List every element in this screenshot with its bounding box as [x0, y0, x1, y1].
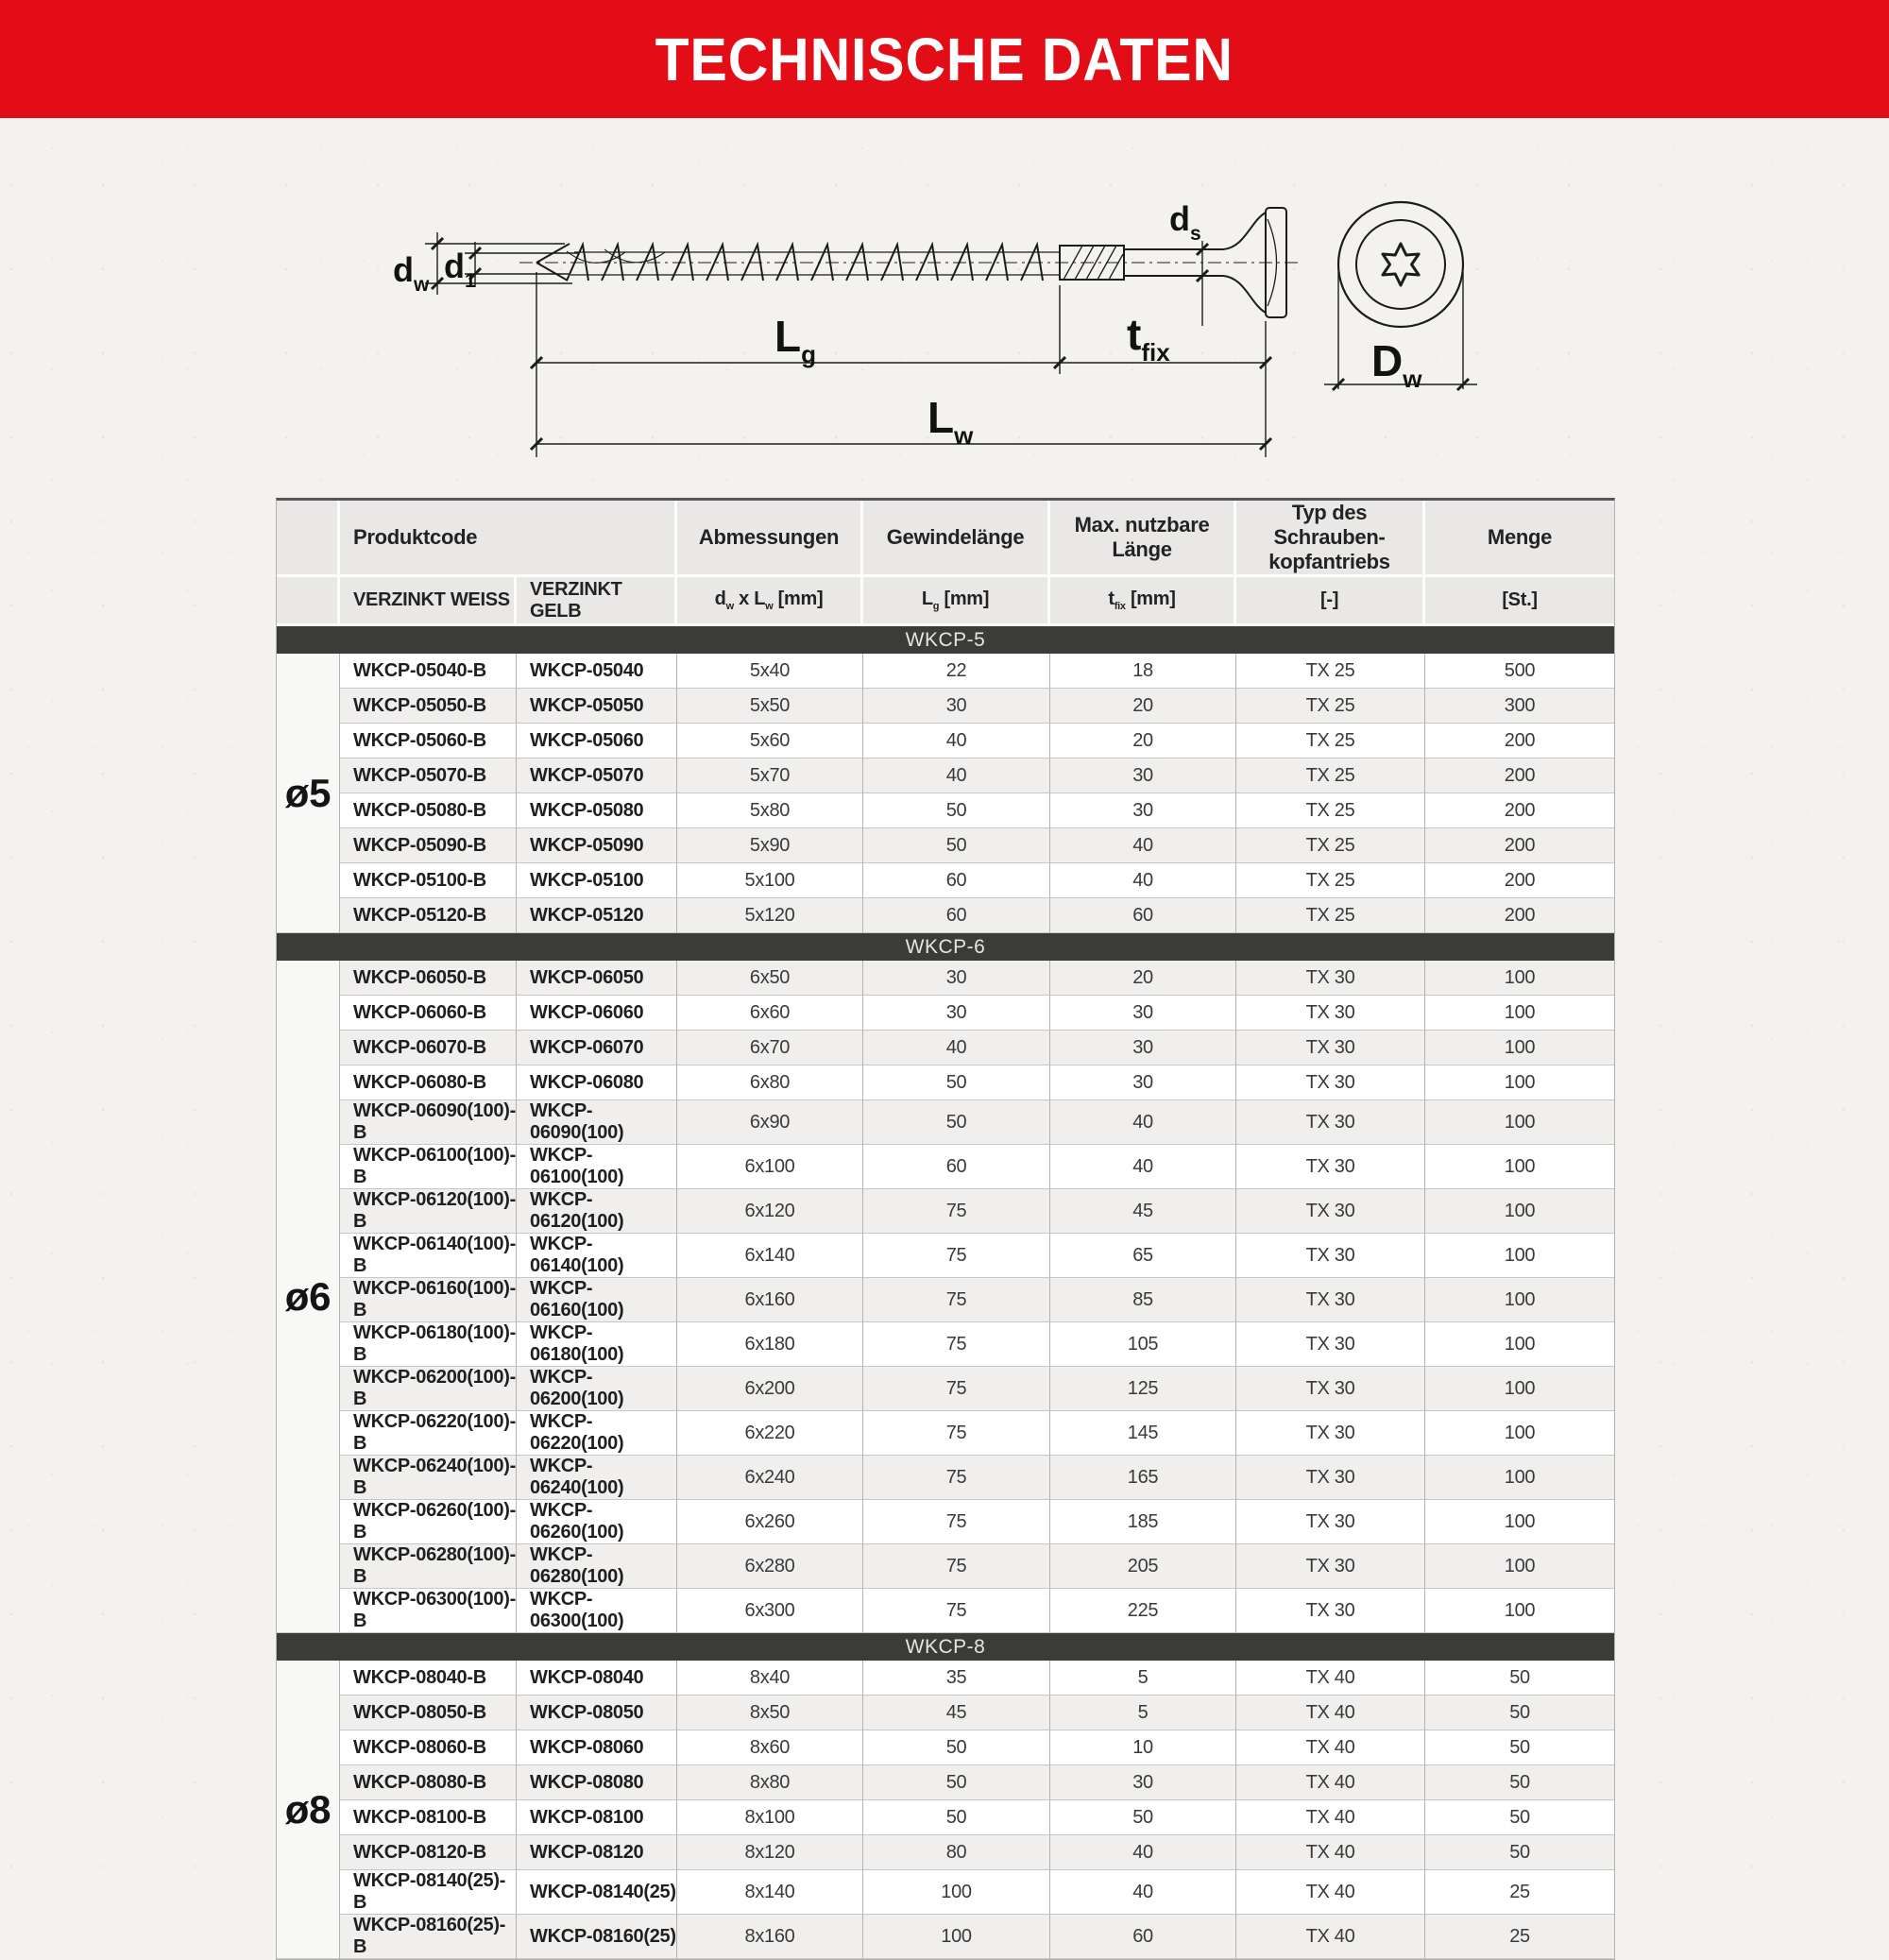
- column-subheader-5: $t_{fix}$ [mm]: [1050, 577, 1236, 626]
- cell-drive-type: TX 30: [1236, 1589, 1425, 1633]
- cell-code-yellow: WKCP-06300(100): [517, 1589, 677, 1633]
- cell-usable-length: 225: [1050, 1589, 1236, 1633]
- table-row: [277, 1696, 1614, 1730]
- table-row: [277, 1065, 1614, 1100]
- cell-quantity: 100: [1425, 1456, 1614, 1500]
- cell-thread-length: 45: [863, 1696, 1050, 1730]
- cell-code-white: WKCP-06060-B: [340, 996, 517, 1031]
- cell-dimensions: 5x100: [677, 863, 863, 898]
- cell-thread-length: 50: [863, 793, 1050, 828]
- cell-code-yellow: WKCP-05050: [517, 689, 677, 724]
- cell-thread-length: 40: [863, 758, 1050, 793]
- cell-dimensions: 6x70: [677, 1031, 863, 1065]
- cell-drive-type: TX 30: [1236, 1031, 1425, 1065]
- cell-code-white: WKCP-06140(100)-B: [340, 1234, 517, 1278]
- table-row: [277, 1800, 1614, 1835]
- column-header-2: Abmessungen: [677, 501, 863, 577]
- cell-code-yellow: WKCP-05120: [517, 898, 677, 933]
- cell-usable-length: 10: [1050, 1730, 1236, 1765]
- cell-quantity: 100: [1425, 1500, 1614, 1544]
- cell-usable-length: 20: [1050, 961, 1236, 996]
- cell-code-white: WKCP-05070-B: [340, 758, 517, 793]
- cell-code-white: WKCP-05090-B: [340, 828, 517, 863]
- cell-quantity: 50: [1425, 1765, 1614, 1800]
- cell-quantity: 100: [1425, 1411, 1614, 1456]
- cell-thread-length: 75: [863, 1589, 1050, 1633]
- cell-code-white: WKCP-08140(25)-B: [340, 1870, 517, 1915]
- cell-dimensions: 5x120: [677, 898, 863, 933]
- cell-dimensions: 5x50: [677, 689, 863, 724]
- cell-code-yellow: WKCP-05100: [517, 863, 677, 898]
- cell-drive-type: TX 30: [1236, 1367, 1425, 1411]
- cell-thread-length: 75: [863, 1456, 1050, 1500]
- cell-code-white: WKCP-06100(100)-B: [340, 1145, 517, 1189]
- cell-dimensions: 8x160: [677, 1915, 863, 1959]
- cell-usable-length: 30: [1050, 1765, 1236, 1800]
- section-bar-WKCP-5: [277, 626, 1614, 654]
- cell-usable-length: 165: [1050, 1456, 1236, 1500]
- table-row: [277, 1589, 1614, 1633]
- cell-quantity: 100: [1425, 1589, 1614, 1633]
- cell-code-yellow: WKCP-06240(100): [517, 1456, 677, 1500]
- cell-drive-type: TX 40: [1236, 1800, 1425, 1835]
- cell-code-white: WKCP-06280(100)-B: [340, 1544, 517, 1589]
- table-row: [277, 1835, 1614, 1870]
- column-subheader-6: [-]: [1236, 577, 1425, 626]
- cell-code-yellow: WKCP-08100: [517, 1800, 677, 1835]
- cell-code-white: WKCP-06200(100)-B: [340, 1367, 517, 1411]
- cell-code-white: WKCP-05050-B: [340, 689, 517, 724]
- cell-quantity: 300: [1425, 689, 1614, 724]
- cell-code-yellow: WKCP-06220(100): [517, 1411, 677, 1456]
- cell-usable-length: 65: [1050, 1234, 1236, 1278]
- section-bar-label: WKCP-8: [277, 1633, 1614, 1661]
- cell-thread-length: 50: [863, 1100, 1050, 1145]
- cell-quantity: 25: [1425, 1870, 1614, 1915]
- cell-quantity: 50: [1425, 1730, 1614, 1765]
- cell-code-white: WKCP-05100-B: [340, 863, 517, 898]
- cell-code-yellow: WKCP-05040: [517, 654, 677, 689]
- cell-usable-length: 40: [1050, 1870, 1236, 1915]
- cell-code-yellow: WKCP-06080: [517, 1065, 677, 1100]
- cell-code-yellow: WKCP-06060: [517, 996, 677, 1031]
- column-header-3: Gewindelänge: [863, 501, 1050, 577]
- cell-code-yellow: WKCP-06200(100): [517, 1367, 677, 1411]
- column-subheader-3: $d_w$ x $L_w$ [mm]: [677, 577, 863, 626]
- dimension-label-tfix: $t_{fix}$: [1127, 310, 1170, 366]
- cell-thread-length: 100: [863, 1870, 1050, 1915]
- column-header-6: Menge: [1425, 501, 1614, 577]
- cell-drive-type: TX 25: [1236, 898, 1425, 933]
- cell-usable-length: 20: [1050, 689, 1236, 724]
- table-row: [277, 654, 1614, 689]
- cell-thread-length: 50: [863, 828, 1050, 863]
- cell-dimensions: 6x300: [677, 1589, 863, 1633]
- cell-dimensions: 6x100: [677, 1145, 863, 1189]
- cell-code-yellow: WKCP-06120(100): [517, 1189, 677, 1234]
- cell-usable-length: 60: [1050, 1915, 1236, 1959]
- cell-code-white: WKCP-05060-B: [340, 724, 517, 758]
- cell-usable-length: 50: [1050, 1800, 1236, 1835]
- cell-usable-length: 60: [1050, 898, 1236, 933]
- cell-dimensions: 6x200: [677, 1367, 863, 1411]
- page-title: TECHNISCHE DATEN: [655, 25, 1234, 94]
- cell-quantity: 100: [1425, 1544, 1614, 1589]
- cell-code-white: WKCP-06220(100)-B: [340, 1411, 517, 1456]
- cell-drive-type: TX 30: [1236, 1544, 1425, 1589]
- cell-code-white: WKCP-06070-B: [340, 1031, 517, 1065]
- cell-dimensions: 8x80: [677, 1765, 863, 1800]
- cell-thread-length: 35: [863, 1661, 1050, 1696]
- table-row: [277, 758, 1614, 793]
- cell-code-yellow: WKCP-05080: [517, 793, 677, 828]
- cell-code-yellow: WKCP-06180(100): [517, 1322, 677, 1367]
- cell-code-yellow: WKCP-08160(25): [517, 1915, 677, 1959]
- cell-dimensions: 5x40: [677, 654, 863, 689]
- cell-usable-length: 30: [1050, 758, 1236, 793]
- cell-thread-length: 100: [863, 1915, 1050, 1959]
- table-row: [277, 689, 1614, 724]
- screw-technical-drawing: [283, 132, 1511, 501]
- cell-thread-length: 30: [863, 961, 1050, 996]
- table-row: [277, 1500, 1614, 1544]
- diameter-label-ø8: ø8: [277, 1661, 340, 1959]
- table-row: [277, 1100, 1614, 1145]
- table-row: [277, 1661, 1614, 1696]
- cell-drive-type: TX 30: [1236, 1500, 1425, 1544]
- cell-code-white: WKCP-06090(100)-B: [340, 1100, 517, 1145]
- dimension-label-lw: $L_w$: [927, 393, 974, 450]
- table-row: [277, 1322, 1614, 1367]
- column-subheader-2: VERZINKT GELB: [517, 577, 677, 626]
- cell-usable-length: 45: [1050, 1189, 1236, 1234]
- cell-quantity: 100: [1425, 961, 1614, 996]
- cell-code-white: WKCP-06120(100)-B: [340, 1189, 517, 1234]
- cell-dimensions: 5x80: [677, 793, 863, 828]
- cell-quantity: 200: [1425, 898, 1614, 933]
- cell-quantity: 25: [1425, 1915, 1614, 1959]
- cell-quantity: 100: [1425, 1367, 1614, 1411]
- cell-usable-length: 40: [1050, 863, 1236, 898]
- table-row: [277, 1456, 1614, 1500]
- column-header-1: Produktcode: [340, 501, 677, 577]
- cell-code-yellow: WKCP-08050: [517, 1696, 677, 1730]
- cell-thread-length: 75: [863, 1278, 1050, 1322]
- cell-quantity: 100: [1425, 996, 1614, 1031]
- cell-usable-length: 5: [1050, 1661, 1236, 1696]
- cell-code-yellow: WKCP-06050: [517, 961, 677, 996]
- cell-dimensions: 8x60: [677, 1730, 863, 1765]
- cell-dimensions: 6x160: [677, 1278, 863, 1322]
- cell-quantity: 100: [1425, 1234, 1614, 1278]
- table-row: [277, 793, 1614, 828]
- cell-drive-type: TX 25: [1236, 758, 1425, 793]
- cell-usable-length: 40: [1050, 1100, 1236, 1145]
- cell-drive-type: TX 30: [1236, 1145, 1425, 1189]
- cell-drive-type: TX 30: [1236, 1234, 1425, 1278]
- table-row: [277, 961, 1614, 996]
- table-row: [277, 1730, 1614, 1765]
- cell-code-white: WKCP-05040-B: [340, 654, 517, 689]
- cell-dimensions: 5x70: [677, 758, 863, 793]
- cell-thread-length: 60: [863, 1145, 1050, 1189]
- cell-dimensions: 8x140: [677, 1870, 863, 1915]
- section-bar-WKCP-6: [277, 933, 1614, 961]
- table-row: [277, 1145, 1614, 1189]
- table-row: [277, 1411, 1614, 1456]
- section-bar-label: WKCP-5: [277, 626, 1614, 654]
- cell-usable-length: 30: [1050, 1031, 1236, 1065]
- cell-thread-length: 50: [863, 1730, 1050, 1765]
- cell-code-white: WKCP-05080-B: [340, 793, 517, 828]
- cell-usable-length: 20: [1050, 724, 1236, 758]
- cell-thread-length: 75: [863, 1234, 1050, 1278]
- cell-usable-length: 85: [1050, 1278, 1236, 1322]
- cell-drive-type: TX 30: [1236, 961, 1425, 996]
- cell-code-yellow: WKCP-05090: [517, 828, 677, 863]
- cell-dimensions: 8x40: [677, 1661, 863, 1696]
- technical-data-table-wrap: [276, 498, 1615, 1960]
- cell-dimensions: 8x120: [677, 1835, 863, 1870]
- column-subheader-7: [St.]: [1425, 577, 1614, 626]
- cell-dimensions: 6x180: [677, 1322, 863, 1367]
- cell-code-white: WKCP-05120-B: [340, 898, 517, 933]
- cell-thread-length: 75: [863, 1500, 1050, 1544]
- table-row: [277, 1870, 1614, 1915]
- cell-drive-type: TX 25: [1236, 863, 1425, 898]
- cell-drive-type: TX 30: [1236, 1100, 1425, 1145]
- cell-code-yellow: WKCP-08120: [517, 1835, 677, 1870]
- cell-quantity: 200: [1425, 758, 1614, 793]
- table-row: [277, 724, 1614, 758]
- cell-quantity: 100: [1425, 1322, 1614, 1367]
- table-row: [277, 898, 1614, 933]
- cell-drive-type: TX 30: [1236, 1189, 1425, 1234]
- cell-drive-type: TX 25: [1236, 793, 1425, 828]
- cell-thread-length: 40: [863, 1031, 1050, 1065]
- cell-dimensions: 6x80: [677, 1065, 863, 1100]
- cell-quantity: 50: [1425, 1696, 1614, 1730]
- cell-code-white: WKCP-06260(100)-B: [340, 1500, 517, 1544]
- cell-thread-length: 75: [863, 1367, 1050, 1411]
- cell-drive-type: TX 25: [1236, 724, 1425, 758]
- cell-usable-length: 18: [1050, 654, 1236, 689]
- cell-dimensions: 5x60: [677, 724, 863, 758]
- cell-usable-length: 205: [1050, 1544, 1236, 1589]
- cell-thread-length: 75: [863, 1411, 1050, 1456]
- cell-drive-type: TX 40: [1236, 1696, 1425, 1730]
- cell-usable-length: 185: [1050, 1500, 1236, 1544]
- cell-usable-length: 105: [1050, 1322, 1236, 1367]
- cell-code-white: WKCP-08120-B: [340, 1835, 517, 1870]
- cell-quantity: 200: [1425, 828, 1614, 863]
- cell-usable-length: 40: [1050, 1145, 1236, 1189]
- cell-thread-length: 75: [863, 1322, 1050, 1367]
- diameter-label-ø6: ø6: [277, 961, 340, 1633]
- cell-drive-type: TX 40: [1236, 1765, 1425, 1800]
- section-bar-label: WKCP-6: [277, 933, 1614, 961]
- cell-thread-length: 75: [863, 1544, 1050, 1589]
- cell-code-yellow: WKCP-08080: [517, 1765, 677, 1800]
- cell-code-yellow: WKCP-05060: [517, 724, 677, 758]
- cell-code-white: WKCP-06050-B: [340, 961, 517, 996]
- cell-dimensions: 6x220: [677, 1411, 863, 1456]
- cell-thread-length: 80: [863, 1835, 1050, 1870]
- cell-thread-length: 60: [863, 898, 1050, 933]
- cell-code-white: WKCP-08100-B: [340, 1800, 517, 1835]
- torx-socket-icon: [1383, 244, 1419, 285]
- cell-dimensions: 6x120: [677, 1189, 863, 1234]
- cell-thread-length: 30: [863, 996, 1050, 1031]
- cell-drive-type: TX 40: [1236, 1915, 1425, 1959]
- cell-code-yellow: WKCP-06100(100): [517, 1145, 677, 1189]
- column-subheader-1: VERZINKT WEISS: [340, 577, 517, 626]
- cell-thread-length: 22: [863, 654, 1050, 689]
- cell-usable-length: 30: [1050, 793, 1236, 828]
- table-row: [277, 1031, 1614, 1065]
- cell-usable-length: 5: [1050, 1696, 1236, 1730]
- table-row: [277, 1367, 1614, 1411]
- cell-drive-type: TX 25: [1236, 654, 1425, 689]
- cell-drive-type: TX 30: [1236, 1411, 1425, 1456]
- table-row: [277, 863, 1614, 898]
- cell-code-white: WKCP-06180(100)-B: [340, 1322, 517, 1367]
- cell-usable-length: 30: [1050, 996, 1236, 1031]
- screw-diagram-svg: [283, 132, 1511, 501]
- cell-thread-length: 40: [863, 724, 1050, 758]
- table-row: [277, 828, 1614, 863]
- cell-thread-length: 60: [863, 863, 1050, 898]
- cell-dimensions: 6x50: [677, 961, 863, 996]
- cell-dimensions: 6x240: [677, 1456, 863, 1500]
- cell-code-yellow: WKCP-06070: [517, 1031, 677, 1065]
- cell-thread-length: 30: [863, 689, 1050, 724]
- cell-quantity: 100: [1425, 1145, 1614, 1189]
- cell-code-yellow: WKCP-05070: [517, 758, 677, 793]
- dimension-label-dw: $d_w$: [393, 250, 430, 296]
- cell-thread-length: 50: [863, 1800, 1050, 1835]
- cell-drive-type: TX 25: [1236, 828, 1425, 863]
- cell-code-white: WKCP-08040-B: [340, 1661, 517, 1696]
- cell-drive-type: TX 40: [1236, 1661, 1425, 1696]
- column-header-0: [277, 501, 340, 577]
- cell-dimensions: 6x280: [677, 1544, 863, 1589]
- section-bar-WKCP-8: [277, 1633, 1614, 1661]
- cell-drive-type: TX 40: [1236, 1835, 1425, 1870]
- cell-drive-type: TX 30: [1236, 1456, 1425, 1500]
- cell-dimensions: 8x50: [677, 1696, 863, 1730]
- column-header-4: Max. nutzbare Länge: [1050, 501, 1236, 577]
- cell-code-white: WKCP-08080-B: [340, 1765, 517, 1800]
- cell-code-white: WKCP-08050-B: [340, 1696, 517, 1730]
- cell-usable-length: 145: [1050, 1411, 1236, 1456]
- cell-dimensions: 6x260: [677, 1500, 863, 1544]
- cell-dimensions: 6x140: [677, 1234, 863, 1278]
- title-banner: [0, 0, 1889, 118]
- cell-drive-type: TX 30: [1236, 996, 1425, 1031]
- cell-code-white: WKCP-06160(100)-B: [340, 1278, 517, 1322]
- cell-drive-type: TX 25: [1236, 689, 1425, 724]
- column-header-5: Typ des Schrauben- kopfantriebs: [1236, 501, 1425, 577]
- cell-quantity: 500: [1425, 654, 1614, 689]
- cell-quantity: 100: [1425, 1189, 1614, 1234]
- cell-thread-length: 50: [863, 1065, 1050, 1100]
- cell-code-white: WKCP-06300(100)-B: [340, 1589, 517, 1633]
- dimension-label-Dw: $D_w$: [1371, 336, 1422, 393]
- cell-code-yellow: WKCP-08140(25): [517, 1870, 677, 1915]
- column-subheader-0: [277, 577, 340, 626]
- cell-quantity: 50: [1425, 1661, 1614, 1696]
- cell-code-white: WKCP-08060-B: [340, 1730, 517, 1765]
- dimension-label-lg: $L_g$: [774, 312, 816, 368]
- cell-drive-type: TX 30: [1236, 1278, 1425, 1322]
- cell-dimensions: 6x90: [677, 1100, 863, 1145]
- cell-quantity: 100: [1425, 1278, 1614, 1322]
- table-body: [277, 626, 1614, 1959]
- table-row: [277, 1189, 1614, 1234]
- technical-data-table: [277, 501, 1614, 1959]
- column-subheader-4: $L_g$ [mm]: [863, 577, 1050, 626]
- cell-usable-length: 40: [1050, 828, 1236, 863]
- cell-code-yellow: WKCP-06090(100): [517, 1100, 677, 1145]
- table-row: [277, 1278, 1614, 1322]
- cell-code-white: WKCP-06080-B: [340, 1065, 517, 1100]
- cell-quantity: 100: [1425, 1031, 1614, 1065]
- cell-quantity: 200: [1425, 724, 1614, 758]
- cell-usable-length: 40: [1050, 1835, 1236, 1870]
- cell-drive-type: TX 30: [1236, 1065, 1425, 1100]
- cell-code-white: WKCP-06240(100)-B: [340, 1456, 517, 1500]
- table-row: [277, 1234, 1614, 1278]
- cell-dimensions: 5x90: [677, 828, 863, 863]
- cell-quantity: 100: [1425, 1065, 1614, 1100]
- dimension-ds: [1197, 241, 1208, 326]
- cell-code-yellow: WKCP-08040: [517, 1661, 677, 1696]
- cell-thread-length: 50: [863, 1765, 1050, 1800]
- cell-dimensions: 6x60: [677, 996, 863, 1031]
- dimension-label-ds: $d_s$: [1169, 199, 1201, 245]
- cell-drive-type: TX 40: [1236, 1730, 1425, 1765]
- cell-usable-length: 125: [1050, 1367, 1236, 1411]
- cell-quantity: 50: [1425, 1800, 1614, 1835]
- cell-quantity: 200: [1425, 793, 1614, 828]
- cell-quantity: 100: [1425, 1100, 1614, 1145]
- table-row: [277, 1915, 1614, 1959]
- cell-code-yellow: WKCP-06260(100): [517, 1500, 677, 1544]
- table-row: [277, 996, 1614, 1031]
- cell-code-yellow: WKCP-06280(100): [517, 1544, 677, 1589]
- cell-drive-type: TX 30: [1236, 1322, 1425, 1367]
- cell-usable-length: 30: [1050, 1065, 1236, 1100]
- cell-dimensions: 8x100: [677, 1800, 863, 1835]
- diameter-label-ø5: ø5: [277, 654, 340, 933]
- cell-thread-length: 75: [863, 1189, 1050, 1234]
- table-header: [277, 501, 1614, 626]
- cell-quantity: 200: [1425, 863, 1614, 898]
- cell-code-white: WKCP-08160(25)-B: [340, 1915, 517, 1959]
- cell-quantity: 50: [1425, 1835, 1614, 1870]
- cell-drive-type: TX 40: [1236, 1870, 1425, 1915]
- cell-code-yellow: WKCP-06140(100): [517, 1234, 677, 1278]
- cell-code-yellow: WKCP-08060: [517, 1730, 677, 1765]
- dimension-label-d1: $d_1$: [444, 247, 476, 292]
- table-row: [277, 1544, 1614, 1589]
- table-row: [277, 1765, 1614, 1800]
- cell-code-yellow: WKCP-06160(100): [517, 1278, 677, 1322]
